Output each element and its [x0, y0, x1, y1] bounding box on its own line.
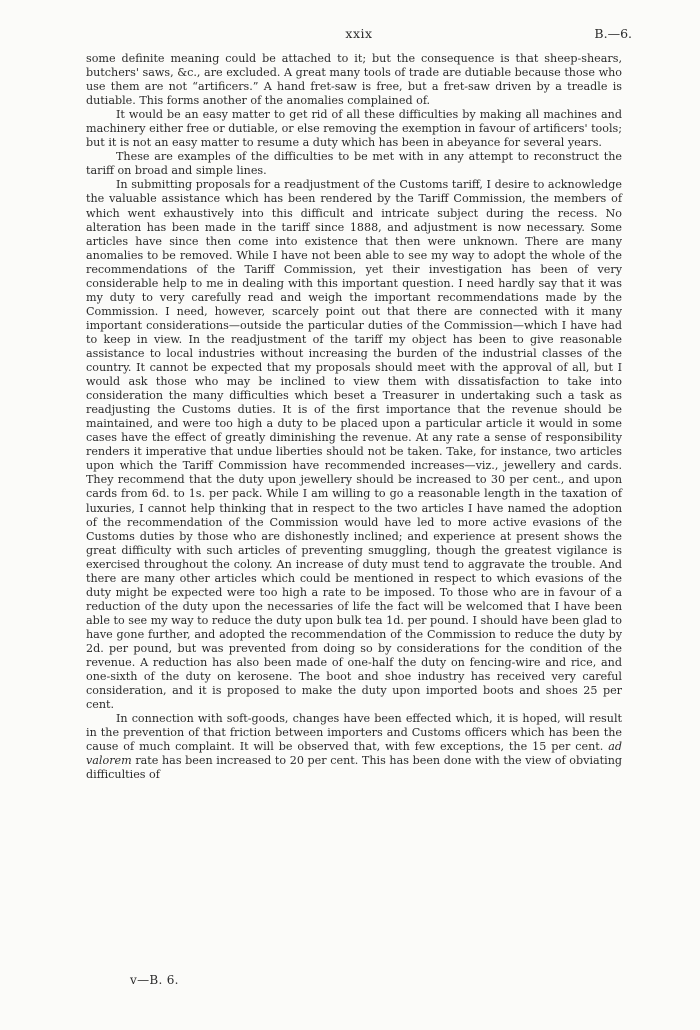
paragraph: In submitting proposals for a readjustment of the Customs tariff, I desire to acknowledge the valuable assistance which has been rendered by the Tariff Commission, the members of which went exhaustively into this difficult and intricate subject during the recess. No alteration has been made in the tariff since 1888, and adjustment is now necessary. Some articles have since then come into existence that then were unknown. There are many anomalies to be removed. While I have not been able to see my way to adopt the whole of the recommendations of the Tariff Commission, yet their investigation has been of very considerable help to me in dealing with this important question. I need hardly say that it was my duty to very carefully read and weigh the important recommendations made by the Commission. I need, however, scarcely point out that there are connected with it many important considerations—outside the particular duties of the Commission—which I have had to keep in view. In the readjustment of the tariff my object has been to give reasonable assistance to local industries without increasing the burden of the industrial classes of the country. It cannot be expected that my proposals should meet with the approval of all, but I would ask those who may be inclined to view them with dissatisfaction to take into consideration the many difficulties which beset a Treasurer in undertaking such a task as readjusting the Customs duties. It is of the first importance that the revenue should be maintained, and were too high a duty to be placed upon a particular article it would in some cases have the effect of greatly diminishing the revenue. At any rate a sense of responsibility renders it imperative that undue liberties should not be taken. Take, for instance, two articles upon which the Tariff Commission have recommended increases—viz., jewellery and cards. They recommend that the duty upon jewellery should be increased to 30 per cent., and upon cards from 6d. to 1s. per pack. While I am willing to go a reasonable length in the taxation of luxuries, I cannot help thinking that in respect to the two articles I have named the adoption of the recommendation of the Commission would have led to more active evasions of the Customs duties by those who are dishonestly inclined; and experience at present shows the great difficulty with such articles of preventing smuggling, though the greatest vigilance is exercised throughout the colony. An increase of duty must tend to aggravate the trouble. And there are many other articles which could be mentioned in respect to which evasions of the duty might be expected were too high a rate to be imposed. To those who are in favour of a reduction of the duty upon the necessaries of life the fact will be welcomed that I have been able to see my way to reduce the duty upon bulk tea 1d. per pound. I should have been glad to have gone further, and adopted the recommendation of the Commission to reduce the duty by 2d. per pound, but was prevented from doing so by considerations for the condition of the revenue. A reduction has also been made of one-half the duty on fencing-wire and rice, and one-sixth of the duty on kerosene. The boot and shoe industry has received very careful consideration, and it is proposed to make the duty upon imported boots and shoes 25 per cent. — [86, 178, 622, 712]
paragraph: These are examples of the difficulties to be met with in any attempt to reconstruct the tariff on broad and simple lines. — [86, 150, 622, 178]
document-reference: B.—6. — [594, 26, 632, 41]
body-text — [86, 52, 622, 782]
text-run: rate has been increased to 20 per cent. This has been done with the view of obviating difficulties of — [86, 754, 622, 782]
paragraph-soft-goods — [86, 712, 622, 782]
page-number: xxix — [345, 26, 373, 41]
signature-mark: v—B. 6. — [130, 973, 179, 987]
page-header — [86, 26, 632, 44]
text-run: In connection with soft-goods, changes have been effected which, it is hoped, will result in the prevention of that friction between importers and Customs officers which has been the cause of much complaint. It will be observed that, with few exceptions, the 15 per cent. — [86, 712, 622, 754]
paragraph: It would be an easy matter to get rid of all these difficulties by making all machines and machinery either free or dutiable, or else removing the exemption in favour of artificers' tools; but it is not an easy matter to resume a duty which has been in abeyance for several years. — [86, 108, 622, 150]
italic-term: ad valorem — [86, 740, 622, 768]
paragraph-continuation: some definite meaning could be attached to it; but the consequence is that sheep-shears, butchers' saws, &c., are excluded. A great many tools of trade are dutiable because those who use them are not “artificers.” A hand fret-saw is free, but a fret-saw driven by a treadle is dutiable. This forms another of the anomalies complained of. — [86, 52, 622, 108]
